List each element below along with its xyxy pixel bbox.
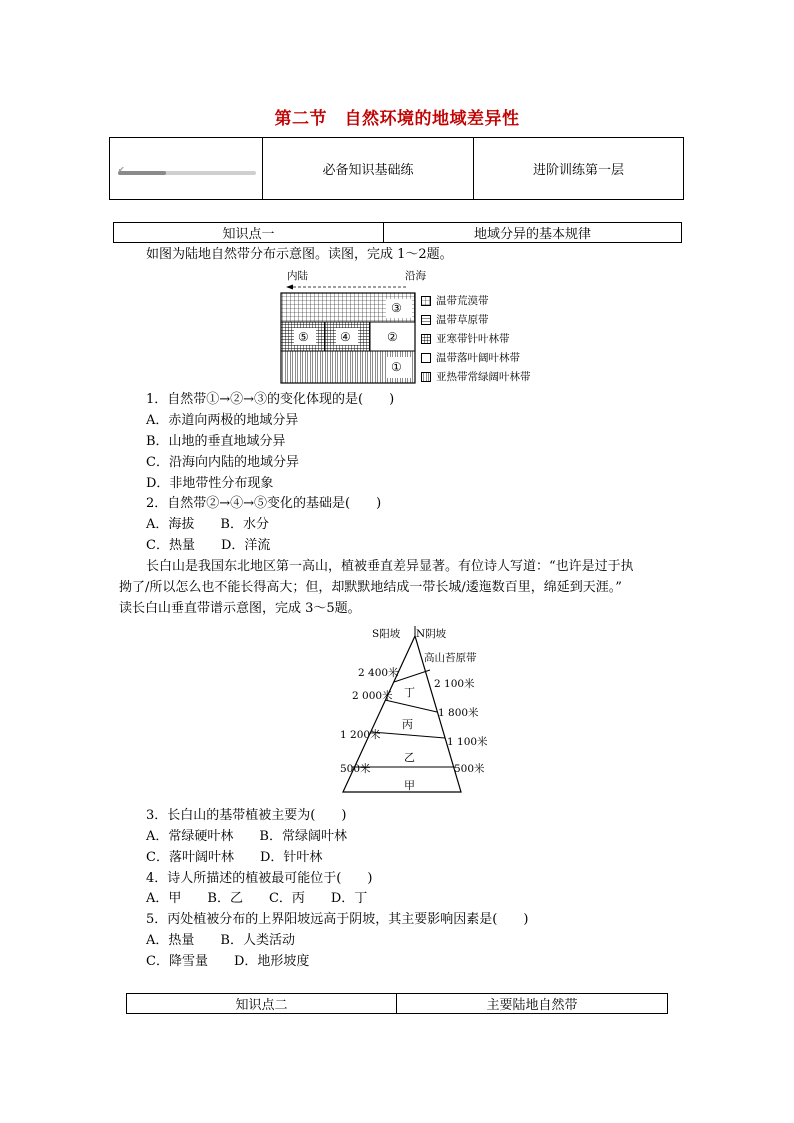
question-2: 2．自然带②→④→⑤变化的基础是( ) xyxy=(146,496,382,511)
label-500m-left: 500米 xyxy=(340,763,371,775)
question-5-options-ab: A．热量 B．人类活动 xyxy=(146,933,295,948)
label-1100m: 1 100米 xyxy=(447,736,488,748)
north-slope-label: N阴坡 xyxy=(416,628,447,640)
zone-3-label: ③ xyxy=(391,301,402,315)
intro-2-line-3: 读长白山垂直带谱示意图，完成 3～5题。 xyxy=(119,601,361,616)
label-1800m: 1 800米 xyxy=(438,707,479,719)
progress-bar-fill xyxy=(118,171,166,175)
alpine-tundra-label: 高山苔原带 xyxy=(424,652,477,664)
label-2000m: 2 000米 xyxy=(352,690,393,702)
question-2-options-ab: A．海拔 B．水分 xyxy=(146,517,269,532)
zone-bing-label: 丙 xyxy=(402,718,413,731)
section-header-1 xyxy=(113,222,682,243)
zone-yi-label: 乙 xyxy=(404,751,415,764)
coast-label: 沿海 xyxy=(405,270,426,282)
header-table xyxy=(109,137,684,200)
zone-4-label: ④ xyxy=(340,330,351,344)
zone-2-label: ② xyxy=(387,330,398,344)
question-1-option-c: C．沿海向内陆的地域分异 xyxy=(146,455,299,470)
section-2-label: 知识点二 xyxy=(235,998,288,1013)
section-1-topic: 地域分异的基本规律 xyxy=(473,227,591,242)
question-1-option-b: B．山地的垂直地域分异 xyxy=(146,434,286,449)
progress-cell xyxy=(110,138,262,199)
question-1: 1．自然带①→②→③的变化体现的是( ) xyxy=(146,392,395,407)
question-5-options-cd: C．降雪量 D．地形坡度 xyxy=(146,954,310,969)
label-2400m: 2 400米 xyxy=(358,667,399,679)
question-3-options-ab: A．常绿硬叶林 B．常绿阔叶林 xyxy=(146,829,347,844)
header-col-basic: 必备知识基础练 xyxy=(322,163,414,178)
question-1-option-d: D．非地带性分布现象 xyxy=(146,476,274,491)
zone-5-label: ⑤ xyxy=(298,330,309,344)
label-500m-right: 500米 xyxy=(454,763,485,775)
section-1-label: 知识点一 xyxy=(222,227,275,242)
label-1200m: 1 200米 xyxy=(340,729,381,741)
figure-changbai-mountain xyxy=(330,622,500,794)
zone-jia-label: 甲 xyxy=(404,779,415,792)
intro-1: 如图为陆地自然带分布示意图。读图，完成 1～2题。 xyxy=(146,247,453,262)
label-2100m: 2 100米 xyxy=(434,678,475,690)
intro-2-line-1: 长白山是我国东北地区第一高山，植被垂直差异显著。有位诗人写道：“也许是过于执 xyxy=(146,559,634,574)
intro-2-line-2: 拗了/所以怎么也不能长得高大；但，却默默地结成一带长城/逶迤数百里，绵延到天涯。” xyxy=(119,580,622,595)
progress-bar xyxy=(118,171,256,175)
zone-ding-label: 丁 xyxy=(404,686,415,699)
question-2-options-cd: C．热量 D．洋流 xyxy=(146,538,271,553)
question-5: 5．丙处植被分布的上界阳坡远高于阴坡，其主要影响因素是( ) xyxy=(146,912,529,927)
header-col-advanced: 进阶训练第一层 xyxy=(532,163,624,178)
question-4-options: A．甲 B．乙 C．丙 D．丁 xyxy=(146,891,368,906)
section-2-topic: 主要陆地自然带 xyxy=(486,998,578,1013)
page-title: 第二节 自然环境的地域差异性 xyxy=(274,109,520,129)
section-header-2 xyxy=(126,993,668,1014)
inland-label: 内陆 xyxy=(287,270,308,282)
question-4: 4．诗人所描述的植被最可能位于( ) xyxy=(146,871,373,886)
question-3-options-cd: C．落叶阔叶林 D．针叶林 xyxy=(146,850,323,865)
zone-1-label: ① xyxy=(391,360,402,374)
question-3: 3．长白山的基带植被主要为( ) xyxy=(146,808,347,823)
question-1-option-a: A．赤道向两极的地域分异 xyxy=(146,413,299,428)
check-icon: ✔ xyxy=(118,165,125,174)
south-slope-label: S阳坡 xyxy=(372,628,401,640)
